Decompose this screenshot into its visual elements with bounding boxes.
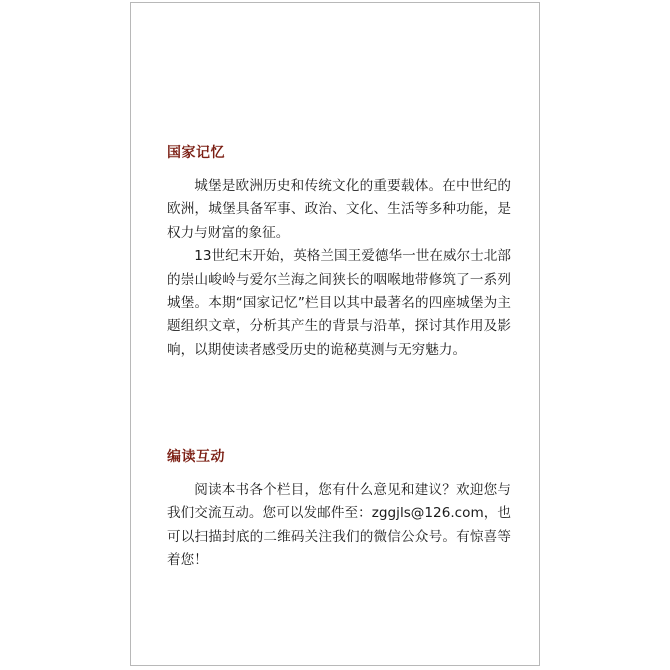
paragraph: 13世纪末开始，英格兰国王爱德华一世在威尔士北部的崇山峻岭与爱尔兰海之间狭长的咽喉地带修筑了一系列城堡。本期“国家记忆”栏目以其中最著名的四座城堡为主题组织文章，分析其产生的背景与沿革，探讨其作用及影响，以期使读者感受历史的诡秘莫测与无穷魅力。 xyxy=(167,248,511,358)
section-heading: 国家记忆 xyxy=(167,145,225,161)
section-reader-interaction xyxy=(167,447,511,573)
section-national-memory xyxy=(167,143,511,362)
section-heading: 编读互动 xyxy=(167,449,225,465)
book-page xyxy=(130,2,540,666)
paragraph: 阅读本书各个栏目，您有什么意见和建议？欢迎您与我们交流互动。您可以发邮件至：zggjls@126.com，也可以扫描封底的二维码关注我们的微信公众号。有惊喜等着您！ xyxy=(167,482,511,569)
paragraph: 城堡是欧洲历史和传统文化的重要载体。在中世纪的欧洲，城堡具备军事、政治、文化、生活等多种功能，是权力与财富的象征。 xyxy=(167,178,511,241)
